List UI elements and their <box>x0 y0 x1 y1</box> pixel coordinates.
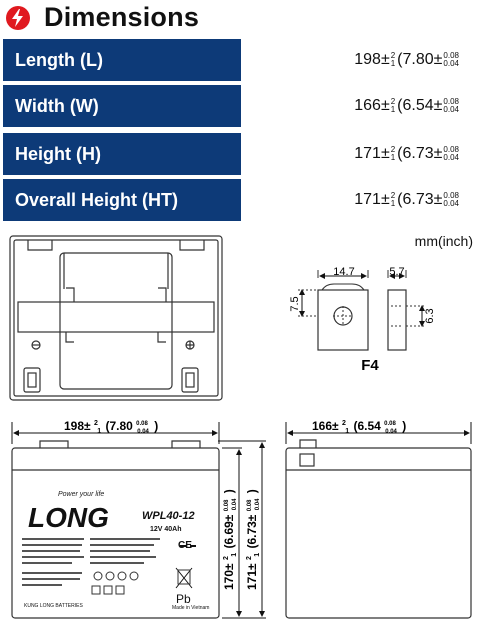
battery-tagline: Power your life <box>58 491 105 498</box>
dimension-label: Width (W) <box>3 85 241 127</box>
top-view-drawing <box>10 236 222 400</box>
battery-rating: 12V 40Ah <box>150 526 182 533</box>
inch-tolerance: 0.08 0.04 <box>443 191 459 208</box>
battery-maker: KUNG LONG BATTERIES <box>24 603 83 609</box>
value-mm: 166 <box>354 97 381 114</box>
length-dimension-label: 198± $^2$ 1 (7.80 $^{0.08}$ 0.04 ) <box>64 419 159 435</box>
plus-minus: ± <box>433 145 443 162</box>
overall-height-dimension-label: 171± $^2$ 1 (6.73± $^{0.08}$ 0.04 ) <box>245 489 261 590</box>
battery-made-in: Made in Vietnam <box>172 605 210 611</box>
pb-mark: Pb <box>176 592 191 606</box>
plus-minus: ± <box>433 51 443 68</box>
mm-tolerance: 2 1 <box>390 51 396 68</box>
value-mm: 198 <box>354 51 381 68</box>
plus-minus: ± <box>380 191 390 208</box>
inch-tolerance: 0.08 0.04 <box>443 145 459 162</box>
mm-tolerance: 2 1 <box>390 191 396 208</box>
safety-symbols <box>92 546 196 594</box>
width-dimension-label: 166± $^2$ 1 (6.54 $^{0.08}$ 0.04 ) <box>312 419 407 435</box>
terminal-hole-label: 6.3 <box>424 308 436 324</box>
height-dimension-label: 170± $^2$ 1 (6.69± $^{0.08}$ 0.04 ) <box>222 489 238 590</box>
dimension-label: Length (L) <box>3 39 241 81</box>
terminal-thickness-label: 5.7 <box>389 266 405 278</box>
plus-minus: ± <box>433 191 443 208</box>
page-title: Dimensions <box>44 2 200 32</box>
plus-minus: ± <box>380 51 390 68</box>
battery-brand: LONG <box>28 502 109 533</box>
plus-minus: ± <box>433 97 443 114</box>
inch-tolerance: 0.08 0.04 <box>443 97 459 114</box>
value-mm: 171 <box>354 145 381 162</box>
ce-mark: CE <box>178 540 192 551</box>
label-text-block <box>22 538 160 586</box>
battery-model: WPL40-12 <box>142 510 195 522</box>
terminal-width-label: 14.7 <box>333 266 355 278</box>
value-inch: (7.80 <box>397 51 434 68</box>
dimension-label: Overall Height (HT) <box>3 179 241 221</box>
value-inch: (6.54 <box>397 97 434 114</box>
inch-tolerance: 0.08 0.04 <box>443 51 459 68</box>
terminal-detail-drawing <box>298 270 426 350</box>
terminal-name: F4 <box>361 357 379 374</box>
side-view-drawing <box>286 440 471 618</box>
plus-minus: ± <box>380 145 390 162</box>
terminal-height-label: 7.5 <box>289 296 301 312</box>
value-inch: (6.73 <box>397 145 434 162</box>
unit-note: mm(inch) <box>414 233 473 249</box>
mm-tolerance: 2 1 <box>390 145 396 162</box>
value-mm: 171 <box>354 191 381 208</box>
dimension-label: Height (H) <box>3 133 241 175</box>
value-inch: (6.73 <box>397 191 434 208</box>
plus-minus: ± <box>380 97 390 114</box>
mm-tolerance: 2 1 <box>390 97 396 114</box>
